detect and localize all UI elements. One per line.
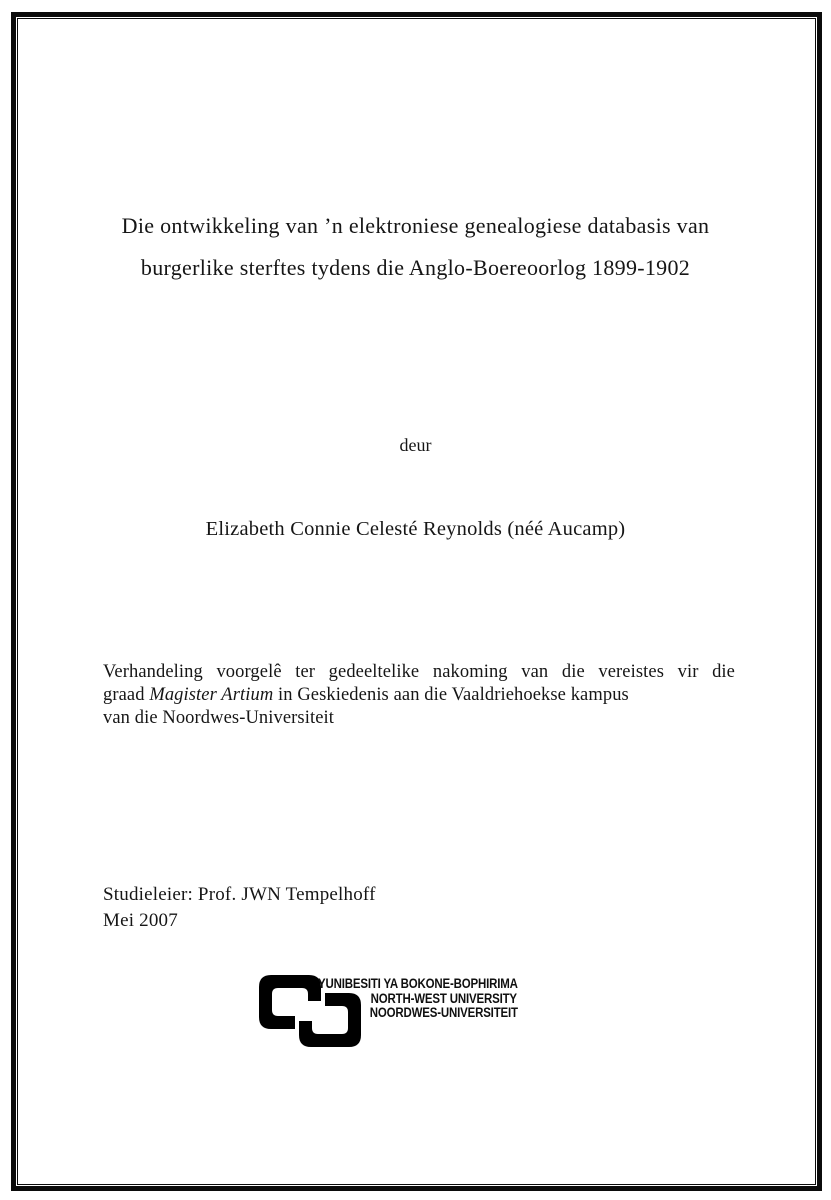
nwu-logo-text-line-3: NOORDWES-UNIVERSITEIT	[369, 1005, 518, 1020]
nwu-logo-text-line-1: YUNIBESITI YA BOKONE-BOPHIRIMA	[318, 976, 518, 991]
degree-statement-line-3: van die Noordwes-Universiteit	[103, 708, 335, 728]
nwu-logo	[258, 974, 588, 1058]
supervisor-block	[103, 882, 376, 934]
supervisor-line: Studieleier: Prof. JWN Tempelhoff	[103, 884, 376, 905]
nwu-logo-text-line-2: NORTH-WEST UNIVERSITY	[370, 990, 517, 1006]
thesis-title	[50, 205, 781, 289]
thesis-title-line-1: Die ontwikkeling van ’n elektroniese genealogiese databasis van	[121, 213, 710, 238]
degree-name-italic: Magister Artium	[149, 685, 274, 705]
degree-statement	[103, 661, 735, 730]
degree-statement-line-1: Verhandeling voorgelê ter gedeeltelike nakoming van die vereistes vir die	[103, 662, 735, 682]
degree-statement-line-2-prefix: graad	[103, 685, 150, 705]
thesis-title-line-2: burgerlike sterftes tydens die Anglo-Boereoorlog 1899-1902	[140, 255, 691, 280]
degree-statement-line-2	[103, 684, 735, 707]
author-name: Elizabeth Connie Celesté Reynolds (néé Aucamp)	[205, 518, 626, 540]
date-line: Mei 2007	[103, 910, 178, 931]
nwu-logo-wordmark	[318, 977, 570, 1021]
degree-statement-line-2-suffix: in Geskiedenis aan die Vaaldriehoekse kampus	[273, 685, 629, 705]
byline-label: deur	[399, 435, 432, 455]
